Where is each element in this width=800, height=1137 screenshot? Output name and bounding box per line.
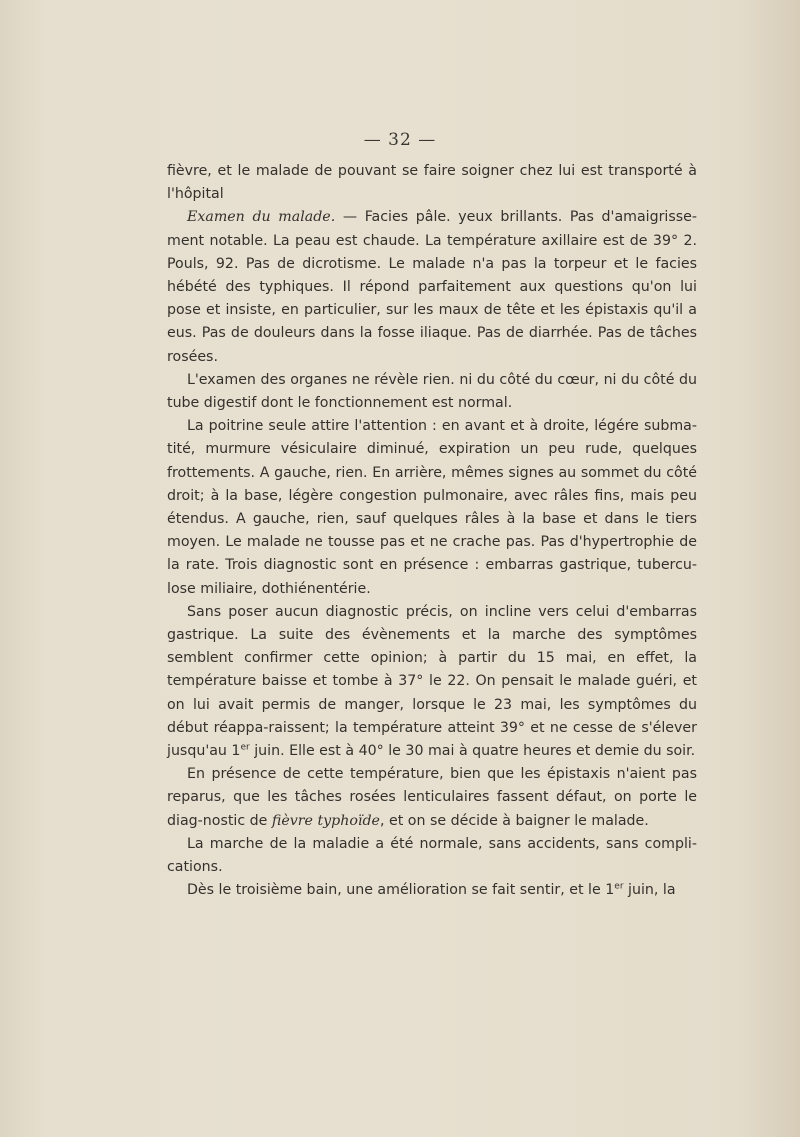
- paragraph-5: [167, 601, 697, 763]
- paragraph-1: [167, 160, 697, 206]
- paragraph-5-text-b: juin. Elle est à 40° le 30 mai à quatre heures et demie du soir.: [249, 743, 696, 760]
- paragraph-6: [167, 763, 697, 833]
- paragraph-3: [167, 369, 697, 415]
- body-text: [167, 160, 697, 903]
- diagnosis-italic: fièvre typhoïde: [271, 812, 380, 829]
- paragraph-8-text-a: Dès le troisième bain, une amélioration se fait sentir, et le 1: [187, 882, 615, 899]
- paragraph-4-text: La poitrine seule attire l'attention : en avant et à droite, légére subma-tité, murmure vésiculaire diminué, expiration un peu rude, quelques frottements. A gauche, rien. En arrière, mêmes signes au sommet du côté droit; à la base, légère congestion pulmonaire, avec râles fins, mais peu étendus. A gauche, rien, sauf quelques râles à la base et dans le tiers moyen. Le malade ne tousse pas et ne crache pas. Pas d'hypertrophie de la rate. Trois diagnostic sont en présence : embarras gastrique, tubercu-lose miliaire, dothiénentérie.: [167, 418, 697, 597]
- paragraph-2-text: — Facies pâle. yeux brillants. Pas d'amaigrisse-ment notable. La peau est chaude. La température axillaire est de 39° 2. Pouls, 92. Pas de dicrotisme. Le malade n'a pas la torpeur et le facies hébété des typhiques. Il répond parfaitement aux questions qu'on lui pose et insiste, en particulier, sur les maux de tête et les épistaxis qu'il a eus. Pas de douleurs dans la fosse iliaque. Pas de diarrhée. Pas de tâches rosées.: [167, 209, 698, 365]
- paragraph-2: [167, 206, 697, 368]
- paragraph-7: [167, 833, 697, 879]
- paragraph-3-text: L'examen des organes ne révèle rien. ni du côté du cœur, ni du côté du tube digestif dont le fonctionnement est normal.: [167, 371, 697, 412]
- ordinal-superscript: er: [614, 881, 624, 892]
- paragraph-1-text: fièvre, et le malade de pouvant se faire soigner chez lui est transporté à l'hôpital: [167, 163, 697, 203]
- page-number: — 32 —: [363, 130, 437, 150]
- paragraph-4: [167, 415, 697, 601]
- paragraph-8-text-b: juin, la: [623, 882, 676, 899]
- paragraph-7-text: La marche de la maladie a été normale, sans accidents, sans compli-cations.: [167, 835, 697, 876]
- paragraph-5-text-a: Sans poser aucun diagnostic précis, on incline vers celui d'embarras gastrique. La suite des évènements et la marche des symptômes semblent confirmer cette opinion; à partir du 15 mai, en effet, la température baisse et tombe à 37° le 22. On pensait le malade guéri, et on lui avait permis de manger, lorsque le 23 mai, les symptômes du début réappa-raissent; la température atteint 39° et ne cesse de s'élever jusqu'au 1: [167, 603, 697, 760]
- paragraph-8: [167, 879, 697, 902]
- ordinal-superscript: er: [240, 742, 250, 753]
- section-heading: Examen du malade.: [187, 209, 336, 226]
- paragraph-6-text-a: En présence de cette température, bien que les épistaxis n'aient pas reparus, que les tâches rosées lenticulaires fassent défaut, on porte le diag-nostic de: [167, 766, 697, 829]
- paragraph-6-text-b: , et on se décide à baigner le malade.: [379, 812, 649, 829]
